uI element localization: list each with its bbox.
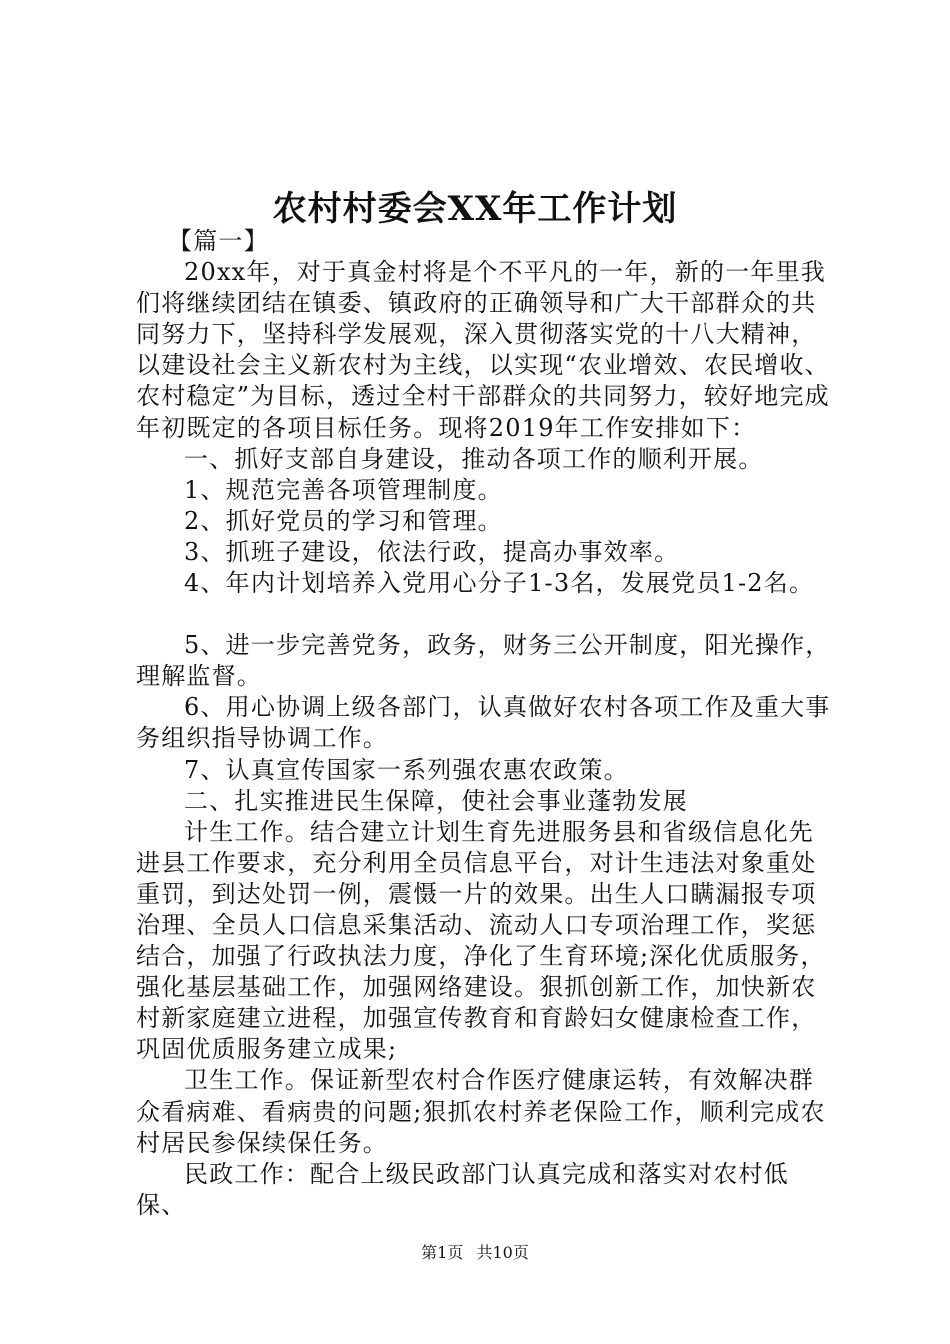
page-footer	[0, 1242, 950, 1264]
paragraph-item-5: 5、进一步完善党务，政务，财务三公开制度，阳光操作，理解监督。	[136, 631, 831, 691]
paragraph-item-2: 2、抓好党员的学习和管理。	[184, 506, 503, 535]
paragraph-item-7: 7、认真宣传国家一系列强农惠农政策。	[184, 755, 629, 784]
paragraph-item-1: 1、规范完善各项管理制度。	[184, 475, 503, 504]
paragraph-intro: 20xx年，对于真金村将是个不平凡的一年，新的一年里我们将继续团结在镇委、镇政府的正确领导和广大干部群众的共同努力下，坚持科学发展观，深入贯彻落实党的十八大精神，以建设社会主义新农村为主线，以实现“农业增效、农民增收、农村稳定”为目标，透过全村干部群众的共同努力，较好地完成年初既定的各项目标任务。现将2019年工作安排如下：	[136, 258, 830, 442]
paragraph-item-6: 6、用心协调上级各部门，认真做好农村各项工作及重大事务组织指导协调工作。	[136, 693, 831, 753]
paragraph-section-1-heading: 一、抓好支部自身建设，推动各项工作的顺利开展。	[184, 444, 764, 473]
document-body	[136, 226, 836, 1221]
document-title: 农村村委会XX年工作计划	[272, 189, 678, 229]
page-number: 第1页	[421, 1243, 464, 1262]
paragraph-section-2-heading: 二、扎实推进民生保障，使社会事业蓬勃发展	[184, 786, 688, 815]
page-total: 共10页	[476, 1243, 529, 1262]
paragraph-family-planning: 计生工作。结合建立计划生育先进服务县和省级信息化先进县工作要求，充分利用全员信息平台，对计生违法对象重处重罚，到达处罚一例，震慑一片的效果。出生人口瞒漏报专项治理、全员人口信息采集活动、流动人口专项治理工作，奖惩结合，加强了行政执法力度，净化了生育环境;深化优质服务，强化基层基础工作，加强网络建设。狠抓创新工作，加快新农村新家庭建立进程，加强宣传教育和育龄妇女健康检查工作，巩固优质服务建立成果;	[136, 817, 826, 1064]
paragraph-item-4: 4、年内计划培养入党用心分子1-3名，发展党员1-2名。	[184, 569, 815, 598]
paragraph-civil-affairs: 民政工作：配合上级民政部门认真完成和落实对农村低保、	[136, 1159, 789, 1219]
paragraph-item-3: 3、抓班子建设，依法行政，提高办事效率。	[184, 537, 680, 566]
section-label: 【篇一】	[168, 227, 269, 255]
paragraph-health: 卫生工作。保证新型农村合作医疗健康运转，有效解决群众看病难、看病贵的问题;狠抓农村养老保险工作，顺利完成农村居民参保续保任务。	[136, 1066, 826, 1157]
